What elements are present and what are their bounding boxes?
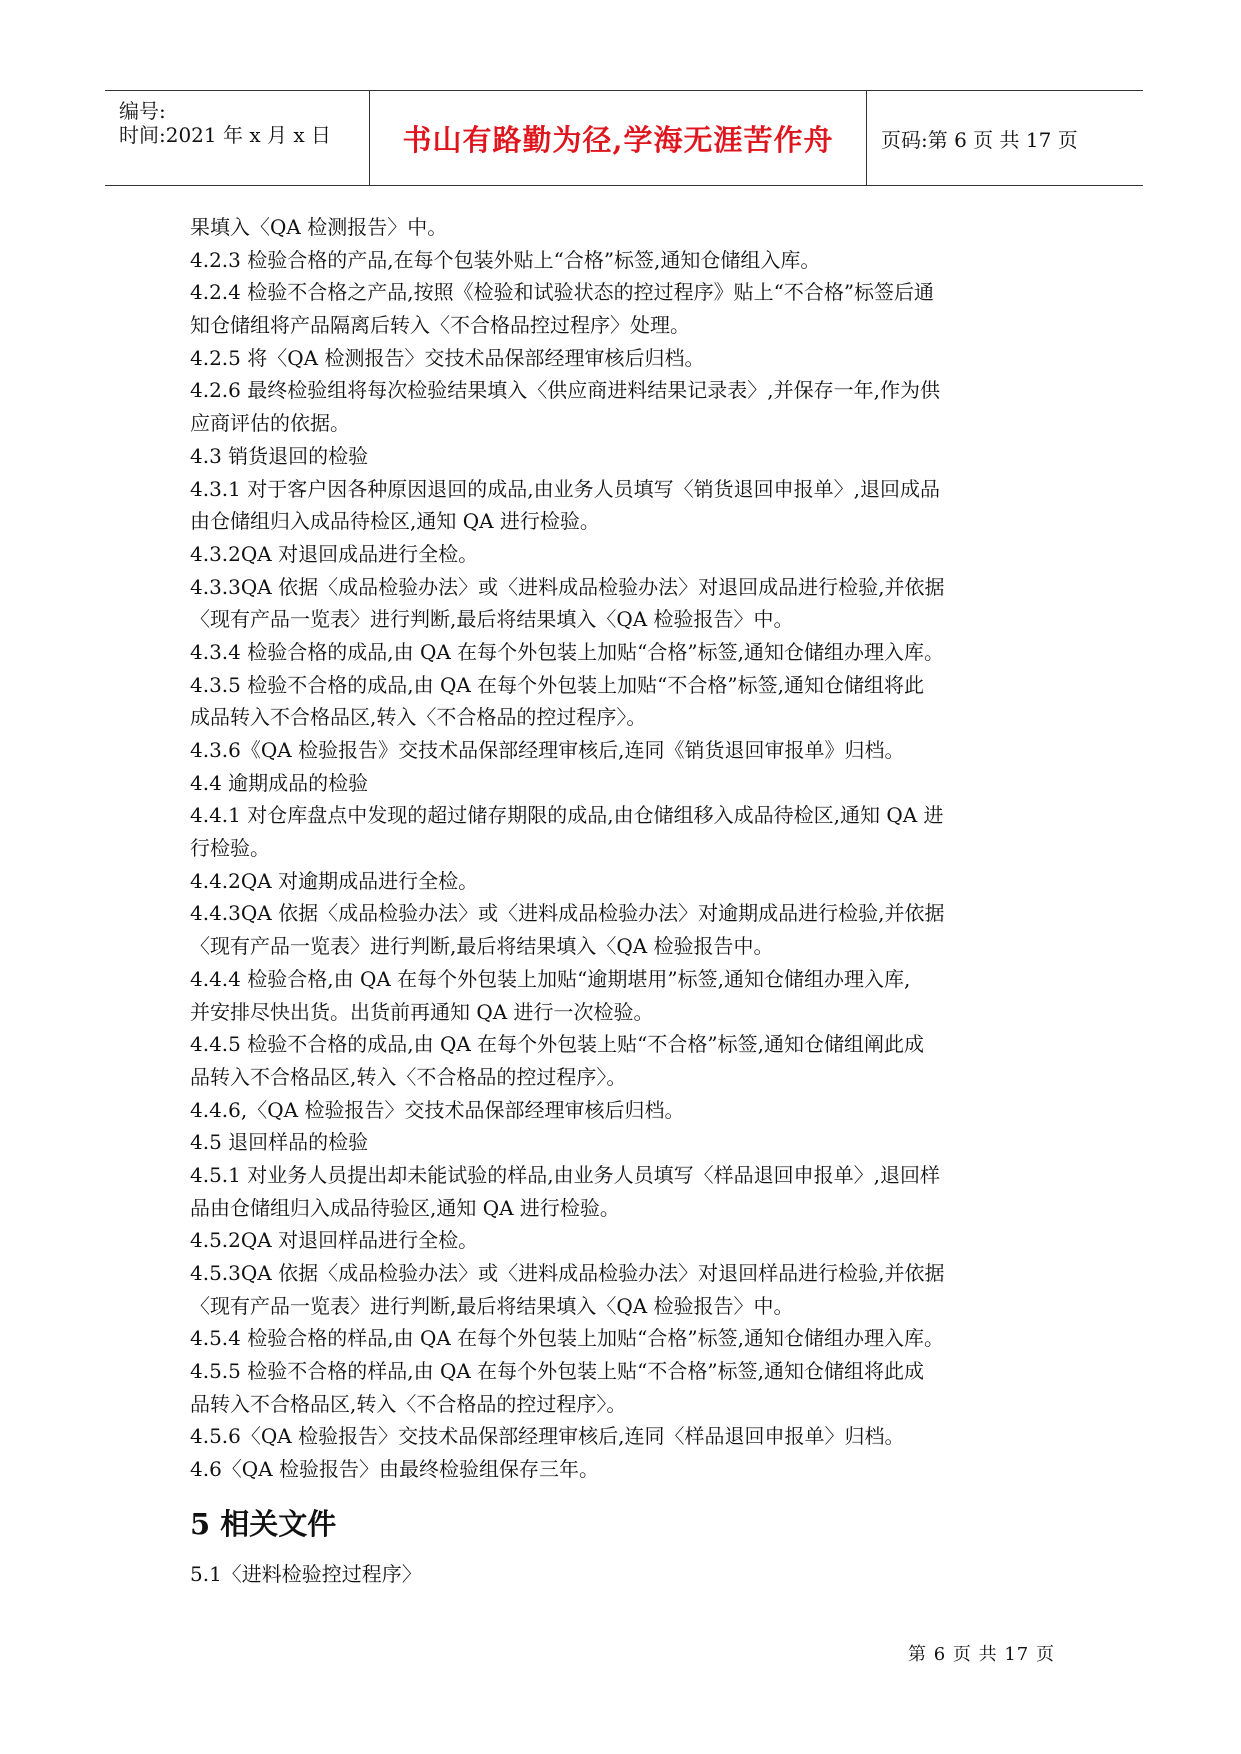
document-header [105, 90, 1143, 186]
section-item: 5.1〈进料检验控过程序〉 [190, 1562, 422, 1586]
document-time-label: 时间:2021 年 x 月 x 日 [119, 123, 331, 147]
document-number-label: 编号: [119, 99, 166, 123]
body-line: 4.5.6〈QA 检验报告〉交技术品保部经理审核后,连同〈样品退回申报单〉归档。 [190, 1424, 905, 1449]
body-line: 4.2.4 检验不合格之产品,按照《检验和试验状态的控过程序》贴上“不合格”标签后通 [190, 280, 935, 305]
body-line: 4.5 退回样品的检验 [190, 1130, 369, 1155]
body-line: 4.3.3QA 依据〈成品检验办法〉或〈进料成品检验办法〉对退回成品进行检验,并依据 [190, 574, 945, 599]
page-footer: 第 6 页 共 17 页 [908, 1644, 1055, 1665]
body-line: 4.6〈QA 检验报告〉由最终检验组保存三年。 [190, 1457, 600, 1482]
body-line: 4.3.1 对于客户因各种原因退回的成品,由业务人员填写〈销货退回申报单〉,退回成品 [190, 476, 940, 501]
body-line: 知仓储组将产品隔离后转入〈不合格品控过程序〉处理。 [190, 313, 690, 338]
body-line: 4.3 销货退回的检验 [190, 443, 369, 468]
body-line: 4.4.3QA 依据〈成品检验办法〉或〈进料成品检验办法〉对逾期成品进行检验,并依据 [190, 901, 945, 926]
body-line: 4.4.1 对仓库盘点中发现的超过储存期限的成品,由仓储组移入成品待检区,通知 QA 进 [190, 803, 944, 828]
body-line: 〈现有产品一览表〉进行判断,最后将结果填入〈QA 检验报告〉中。 [190, 607, 794, 632]
body-line: 4.5.3QA 依据〈成品检验办法〉或〈进料成品检验办法〉对退回样品进行检验,并依据 [190, 1261, 945, 1285]
header-motto: 书山有路勤为径,学海无涯苦作舟 [402, 122, 834, 157]
body-line: 并安排尽快出货。出货前再通知 QA 进行一次检验。 [190, 999, 654, 1024]
body-line: 品由仓储组归入成品待验区,通知 QA 进行检验。 [190, 1195, 620, 1220]
body-line: 4.4.4 检验合格,由 QA 在每个外包装上加贴“逾期堪用”标签,通知仓储组办理入库, [190, 966, 911, 991]
body-line: 4.3.6《QA 检验报告》交技术品保部经理审核后,连同《销货退回审报单》归档。 [190, 738, 905, 762]
document-body [190, 211, 1070, 1486]
body-line: 4.3.4 检验合格的成品,由 QA 在每个外包装上加贴“合格”标签,通知仓储组办理入库。 [190, 639, 944, 664]
body-line: 品转入不合格品区,转入〈不合格品的控过程序〉。 [190, 1391, 627, 1416]
header-motto-cell [370, 91, 867, 185]
body-line: 4.4.6,〈QA 检验报告〉交技术品保部经理审核后归档。 [190, 1097, 685, 1122]
body-line: 4.2.5 将〈QA 检测报告〉交技术品保部经理审核后归档。 [190, 345, 705, 370]
body-line: 4.3.5 检验不合格的成品,由 QA 在每个外包装上加贴“不合格”标签,通知仓储组将此 [190, 672, 924, 697]
body-line: 4.2.6 最终检验组将每次检验结果填入〈供应商进料结果记录表〉,并保存一年,作为供 [190, 378, 940, 403]
body-line: 应商评估的依据。 [190, 411, 350, 436]
body-line: 4.4.5 检验不合格的成品,由 QA 在每个外包装上贴“不合格”标签,通知仓储组阐此成 [190, 1032, 924, 1057]
body-line: 〈现有产品一览表〉进行判断,最后将结果填入〈QA 检验报告中。 [190, 934, 774, 959]
header-info-cell [105, 91, 370, 185]
body-line: 4.4.2QA 对逾期成品进行全检。 [190, 868, 479, 893]
body-line: 4.5.2QA 对退回样品进行全检。 [190, 1228, 479, 1253]
body-line: 4.5.5 检验不合格的样品,由 QA 在每个外包装上贴“不合格”标签,通知仓储组将此成 [190, 1359, 924, 1384]
body-line: 行检验。 [190, 836, 270, 861]
body-line: 果填入〈QA 检测报告〉中。 [190, 215, 448, 239]
body-line: 4.2.3 检验合格的产品,在每个包装外贴上“合格”标签,通知仓储组入库。 [190, 247, 821, 272]
body-line: 4.5.4 检验合格的样品,由 QA 在每个外包装上加贴“合格”标签,通知仓储组办理入库。 [190, 1326, 944, 1351]
body-line: 品转入不合格品区,转入〈不合格品的控过程序〉。 [190, 1064, 627, 1089]
body-line: 4.3.2QA 对退回成品进行全检。 [190, 541, 479, 566]
body-line: 4.4 逾期成品的检验 [190, 770, 369, 795]
body-line: 〈现有产品一览表〉进行判断,最后将结果填入〈QA 检验报告〉中。 [190, 1293, 794, 1318]
body-line: 4.5.1 对业务人员提出却未能试验的样品,由业务人员填写〈样品退回申报单〉,退回样 [190, 1162, 940, 1187]
header-page-code: 页码:第 6 页 共 17 页 [881, 127, 1078, 152]
body-line: 由仓储组归入成品待检区,通知 QA 进行检验。 [190, 509, 600, 534]
section-heading: 5 相关文件 [190, 1507, 337, 1541]
body-line: 成品转入不合格品区,转入〈不合格品的控过程序〉。 [190, 705, 647, 730]
header-page-cell [867, 91, 1143, 185]
